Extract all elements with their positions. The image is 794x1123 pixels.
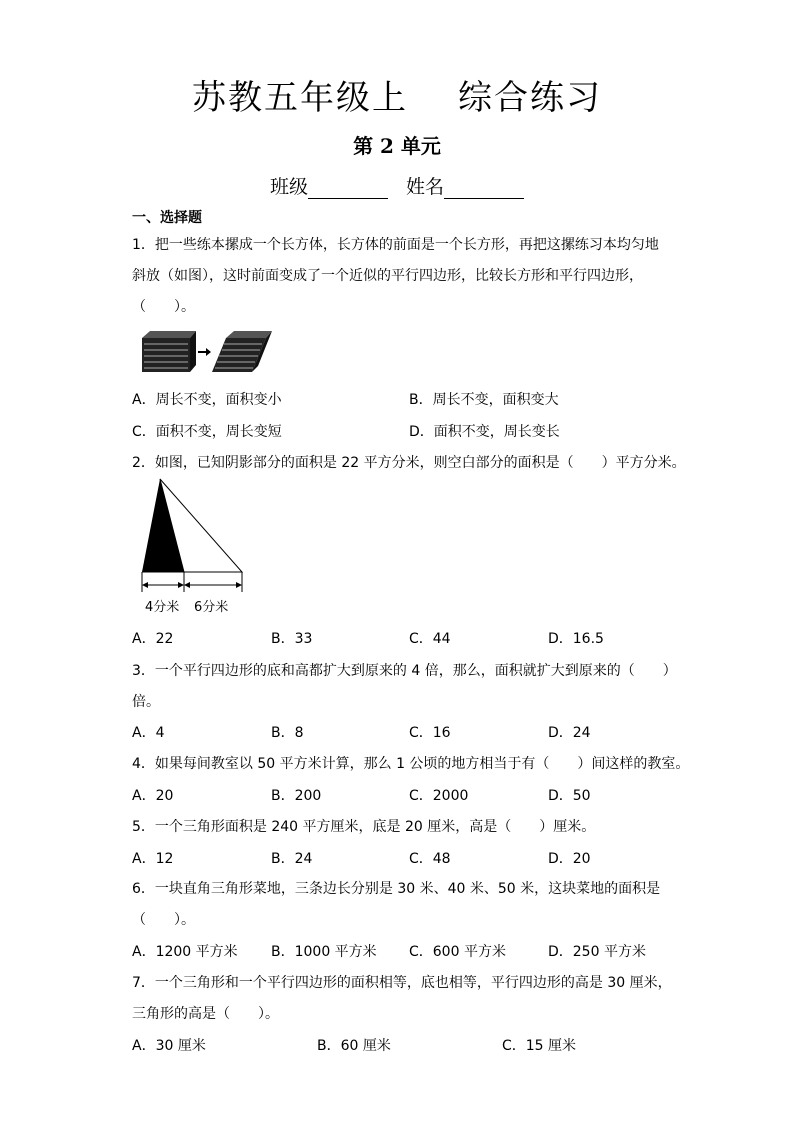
section-title: 一、选择题 xyxy=(132,210,202,226)
q7-line1: 7．一个三角形和一个平行四边形的面积相等，底也相等，平行四边形的高是 30 厘米， xyxy=(132,975,672,991)
dim-label-4: 4分米 xyxy=(145,600,180,615)
q3-option-c[interactable]: C．16 xyxy=(409,725,451,741)
q7-line2: 三角形的高是（ ）。 xyxy=(132,1006,279,1022)
q6-option-c[interactable]: C．600 平方米 xyxy=(409,944,506,960)
q4-option-b[interactable]: B．200 xyxy=(271,788,322,804)
arrow-right-icon xyxy=(198,348,211,356)
dimension-arrow-4 xyxy=(142,582,184,588)
title-left: 苏教五年级上 xyxy=(192,78,408,118)
q2-option-b[interactable]: B．33 xyxy=(271,631,313,647)
q2-option-a[interactable]: A．22 xyxy=(132,631,174,647)
q7-option-c[interactable]: C．15 厘米 xyxy=(502,1038,577,1054)
class-label: 班级 xyxy=(269,176,308,198)
q1-line1: 1．把一些练本摞成一个长方体，长方体的前面是一个长方形，再把这摞练习本均匀地 xyxy=(132,237,659,253)
q7-option-b[interactable]: B．60 厘米 xyxy=(317,1038,391,1054)
book-stack-rect-icon xyxy=(142,331,196,372)
q1-figure-book-stacks xyxy=(140,328,272,376)
q4-line1: 4．如果每间教室以 50 平方米计算，那么 1 公顷的地方相当于有（ ）间这样的教室。 xyxy=(132,756,690,772)
q1-option-c[interactable]: C．面积不变，周长变短 xyxy=(132,424,282,440)
q3-line2: 倍。 xyxy=(132,694,160,710)
q5-option-a[interactable]: A．12 xyxy=(132,851,174,867)
q2-option-d[interactable]: D．16.5 xyxy=(548,631,604,647)
unit-heading: 第 2 单元 xyxy=(353,134,441,158)
q5-option-d[interactable]: D．20 xyxy=(548,851,591,867)
q5-option-b[interactable]: B．24 xyxy=(271,851,313,867)
q6-option-b[interactable]: B．1000 平方米 xyxy=(271,944,377,960)
q6-option-d[interactable]: D．250 平方米 xyxy=(548,944,646,960)
title-right: 综合练习 xyxy=(458,78,602,118)
q1-option-d[interactable]: D．面积不变，周长变长 xyxy=(409,424,560,440)
dimension-arrow-6 xyxy=(184,582,242,588)
q4-option-c[interactable]: C．2000 xyxy=(409,788,469,804)
q6-line1: 6．一块直角三角形菜地，三条边长分别是 30 米、40 米、50 米，这块菜地的面积是 xyxy=(132,881,661,897)
q3-option-b[interactable]: B．8 xyxy=(271,725,304,741)
q3-option-a[interactable]: A．4 xyxy=(132,725,165,741)
q5-line1: 5．一个三角形面积是 240 平方厘米，底是 20 厘米，高是（ ）厘米。 xyxy=(132,819,596,835)
name-blank[interactable] xyxy=(444,180,524,199)
q7-option-a[interactable]: A．30 厘米 xyxy=(132,1038,206,1054)
student-info-row xyxy=(0,172,794,199)
name-label: 姓名 xyxy=(406,176,445,198)
page-title xyxy=(0,70,794,119)
q4-option-a[interactable]: A．20 xyxy=(132,788,174,804)
q6-option-a[interactable]: A．1200 平方米 xyxy=(132,944,238,960)
q6-line2: （ ）。 xyxy=(132,912,195,928)
book-stack-parallelogram-icon xyxy=(212,331,272,372)
q3-line1: 3．一个平行四边形的底和高都扩大到原来的 4 倍，那么，面积就扩大到原来的（ ） xyxy=(132,663,677,679)
q4-option-d[interactable]: D．50 xyxy=(548,788,591,804)
q2-line1: 2．如图，已知阴影部分的面积是 22 平方分米，则空白部分的面积是（ ）平方分米。 xyxy=(132,455,686,471)
q1-line2: 斜放（如图），这时前面变成了一个近似的平行四边形，比较长方形和平行四边形， xyxy=(132,268,643,284)
q1-option-b[interactable]: B．周长不变，面积变大 xyxy=(409,392,559,408)
q5-option-c[interactable]: C．48 xyxy=(409,851,451,867)
q2-triangle-figure xyxy=(136,476,252,600)
dim-label-6: 6分米 xyxy=(194,600,229,615)
q2-option-c[interactable]: C．44 xyxy=(409,631,451,647)
q3-option-d[interactable]: D．24 xyxy=(548,725,591,741)
q1-option-a[interactable]: A．周长不变，面积变小 xyxy=(132,392,282,408)
class-blank[interactable] xyxy=(308,180,388,199)
q1-line3: （ ）。 xyxy=(132,299,195,315)
